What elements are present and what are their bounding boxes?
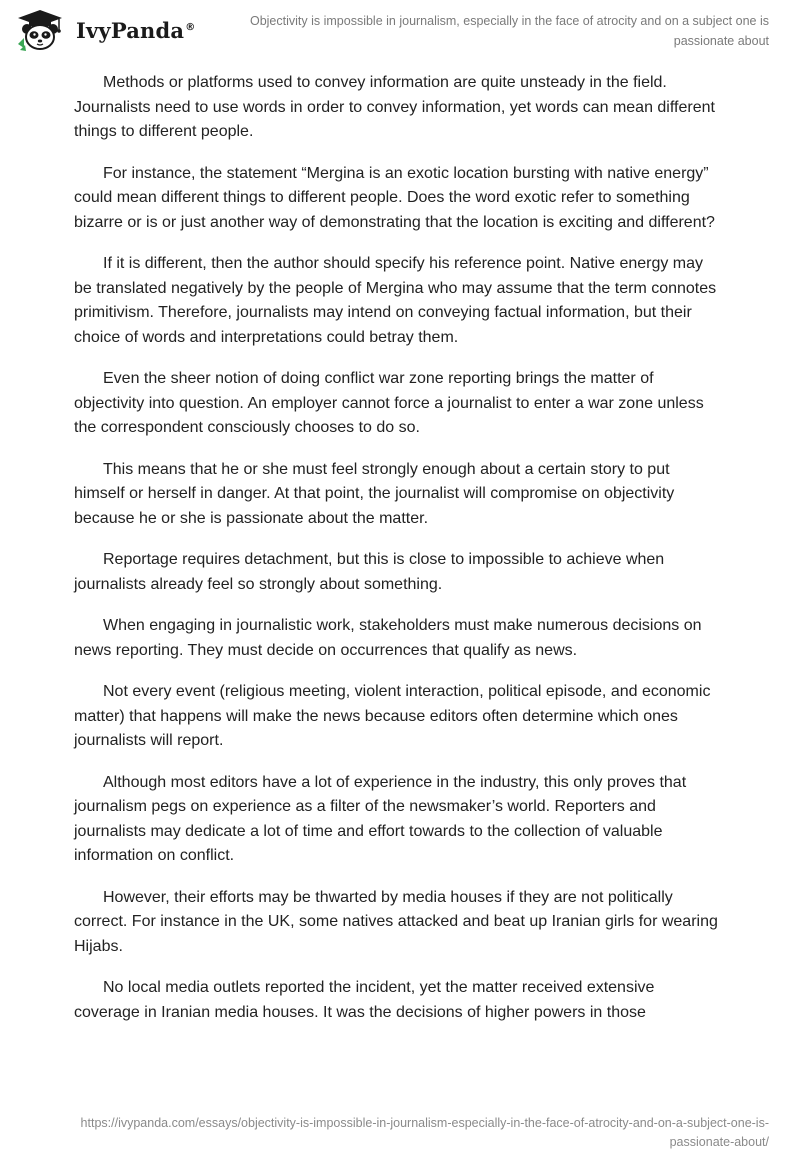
paragraph: If it is different, then the author should specify his reference point. Native energy may be translated negatively by the people of Mergina who may assume that the term connotes primitivism. Therefore, journalists may intend on conveying factual information, but their choice of words and interpretations could betray them. (74, 255, 717, 346)
essay-body (74, 71, 724, 1042)
source-url[interactable]: https://ivypanda.com/essays/objectivity-is-impossible-in-journalism-especially-in-the-face-of-atrocity-and-on-a-subject-one-is-passionate-about/ (80, 1116, 769, 1149)
paragraph: Although most editors have a lot of experience in the industry, this only proves that journalism pegs on experience as a filter of the newsmaker’s world. Reporters and journalists may dedicate a lot of time and effort towards to the collection of valuable information on conflict. (74, 773, 687, 864)
paragraph: Reportage requires detachment, but this is close to impossible to achieve when journalists already feel so strongly about something. (74, 551, 665, 593)
page-header (0, 0, 800, 56)
paragraph: Even the sheer notion of doing conflict war zone reporting brings the matter of objectivity into question. An employer cannot force a journalist to enter a war zone unless the correspondent consciously chooses to do so. (74, 370, 704, 436)
paragraph: No local media outlets reported the incident, yet the matter received extensive coverage in Iranian media houses. It was the decisions of higher powers in those (74, 979, 655, 1021)
paragraph: When engaging in journalistic work, stakeholders must make numerous decisions on news reporting. They must decide on occurrences that qualify as news. (74, 617, 702, 659)
registered-mark: ® (185, 21, 196, 33)
paragraph: For instance, the statement “Mergina is an exotic location bursting with native energy” could mean different things to different people. Does the word exotic refer to something bizarre or is or just another way of demonstrating that the location is exciting and different? (74, 164, 715, 231)
brand-name: IvyPanda® (76, 17, 196, 43)
paragraph: Methods or platforms used to convey information are quite unsteady in the field. Journalists need to use words in order to convey information, yet words can mean different things to different people. (74, 74, 715, 140)
panda-logo-icon (14, 8, 66, 52)
paragraph: Not every event (religious meeting, violent interaction, political episode, and economic matter) that happens will make the news because editors often determine which ones journalists will report. (74, 683, 711, 749)
paragraph: This means that he or she must feel strongly enough about a certain story to put himself or herself in danger. At that point, the journalist will compromise on objectivity because he or she is passionate about the matter. (74, 460, 675, 527)
brand-logo[interactable] (14, 8, 195, 52)
document-title: Objectivity is impossible in journalism, especially in the face of atrocity and on a subject one is passionate about (249, 14, 769, 48)
paragraph: However, their efforts may be thwarted by media houses if they are not politically correct. For instance in the UK, some natives attacked and beat up Iranian girls for wearing Hijabs. (74, 888, 718, 955)
